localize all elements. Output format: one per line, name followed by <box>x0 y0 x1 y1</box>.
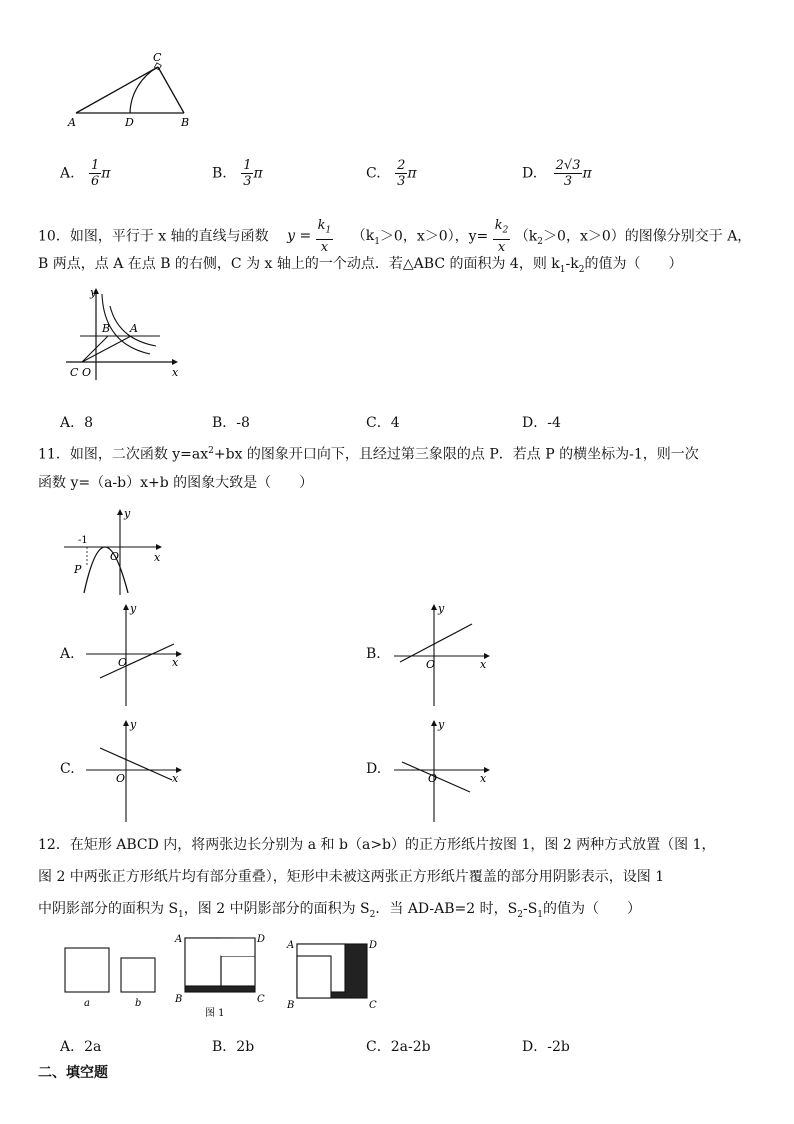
option-label: C. <box>366 165 381 182</box>
svg-text:y: y <box>130 602 137 615</box>
q12-line3: 中阴影部分的面积为 $S_1$，图 2 中阴影部分的面积为 $S_2$．当 AD-AB=2 时，$S_2-S_1$的值为（ ） <box>38 901 642 920</box>
svg-text:x: x <box>172 772 179 785</box>
q9-label-C: C <box>153 51 162 64</box>
q10-option-b[interactable]: B．-8 <box>212 415 250 431</box>
svg-text:O: O <box>426 658 436 671</box>
q10-label-x: x <box>172 366 179 379</box>
q11-option-a[interactable]: A. <box>60 646 75 662</box>
svg-text:b: b <box>135 998 142 1009</box>
q10-label-B: B <box>102 322 111 335</box>
svg-text:a: a <box>84 998 90 1009</box>
q12-line1: 12．在矩形 ABCD 内，将两张边长分别为 a 和 b（a>b）的正方形纸片按图 1，图 2 两种方式放置（图 1， <box>38 837 716 853</box>
q10-option-a[interactable]: A．8 <box>60 415 94 431</box>
q10-label-A: A <box>130 322 138 335</box>
svg-text:C: C <box>257 994 265 1005</box>
fraction: $\frac{2√3}{3}$ <box>555 158 581 189</box>
q12-option-c[interactable]: C．2a-2b <box>366 1039 431 1055</box>
svg-text:y: y <box>130 718 137 731</box>
q11-option-c-graph[interactable] <box>84 716 194 826</box>
svg-text:x: x <box>480 658 487 671</box>
q11-option-d-graph[interactable] <box>392 716 502 826</box>
fraction: $\frac{1}{6}$ <box>91 158 100 189</box>
q9-option-c[interactable]: C. $\frac{2}{3}$ π <box>366 158 417 189</box>
q10-hyperbola-figure <box>60 284 185 384</box>
q11-option-b[interactable]: B. <box>366 646 381 662</box>
fraction: $\frac{2}{3}$ <box>397 158 406 189</box>
q11-option-c[interactable]: C. <box>60 761 75 777</box>
q10-line2: B 两点，点 A 在点 B 的右侧，C 为 x 轴上的一个动点．若△ABC 的面积为 4，则 $k_1-k_2$的值为（ ） <box>38 256 683 275</box>
svg-text:图 1: 图 1 <box>205 1008 225 1019</box>
q10-label-y: y <box>90 286 97 299</box>
svg-text:D: D <box>369 940 378 951</box>
q9-option-b[interactable]: B. $\frac{1}{3}$ π <box>212 158 263 189</box>
q10-option-c[interactable]: C．4 <box>366 415 400 431</box>
q9-option-a[interactable]: A. $\frac{1}{6}$ π <box>60 158 111 189</box>
q10-line1: 10．如图，平行于 x 轴的直线与函数 y = $\frac{k_1}{x}$ （$k_1>0$，x＞0），y= $\frac{k_2}{x}$ （$k_2>0$，x＞0）的图像分别交于 A， <box>38 218 752 255</box>
svg-text:O: O <box>428 772 438 785</box>
svg-text:x: x <box>172 656 179 669</box>
q9-label-B: B <box>181 116 190 129</box>
q11-label-P: P <box>74 563 82 576</box>
q12-squares-figure <box>55 928 395 1024</box>
svg-text:y: y <box>438 718 445 731</box>
svg-text:A: A <box>287 940 295 951</box>
q11-option-a-graph[interactable] <box>84 600 194 710</box>
svg-text:D: D <box>257 934 266 945</box>
q12-line2: 图 2 中两张正方形纸片均有部分重叠），矩形中未被这两张正方形纸片覆盖的部分用阴影表示，设图 1 <box>38 869 665 885</box>
svg-text:C: C <box>369 1000 377 1011</box>
q11-label-neg1: -1 <box>78 535 88 546</box>
fraction: $\frac{1}{3}$ <box>243 158 252 189</box>
svg-text:B: B <box>175 994 183 1005</box>
q9-option-d[interactable]: D. $\frac{2√3}{3}$ π <box>522 158 592 189</box>
svg-text:B: B <box>287 1000 295 1011</box>
q11-option-d[interactable]: D. <box>366 761 382 777</box>
q10-option-d[interactable]: D．-4 <box>522 415 561 431</box>
q11-option-b-graph[interactable] <box>392 600 502 710</box>
q9-triangle-figure <box>60 45 200 130</box>
svg-text:A: A <box>175 934 183 945</box>
q11-line2: 函数 y=（a-b）x+b 的图象大致是（ ） <box>38 475 314 491</box>
q11-label-O: O <box>110 550 120 563</box>
q9-label-A: A <box>68 116 76 129</box>
option-label: D. <box>522 165 538 182</box>
option-label: B. <box>212 165 227 182</box>
q12-option-b[interactable]: B．2b <box>212 1039 255 1055</box>
q11-parabola-figure <box>62 505 172 600</box>
svg-text:O: O <box>116 772 126 785</box>
section-heading: 二、填空题 <box>38 1065 108 1081</box>
q11-label-y: y <box>124 507 131 520</box>
q12-option-d[interactable]: D．-2b <box>522 1039 570 1055</box>
svg-text:O: O <box>118 656 128 669</box>
q12-option-a[interactable]: A．2a <box>60 1039 102 1055</box>
q10-label-O: O <box>82 366 92 379</box>
q11-label-x: x <box>154 551 161 564</box>
svg-text:x: x <box>480 772 487 785</box>
q11-line1: 11．如图，二次函数 $y=ax^2+bx$ 的图象开口向下，且经过第三象限的点 P．若点 P 的横坐标为-1，则一次 <box>38 446 699 463</box>
option-label: A. <box>60 165 75 182</box>
q10-label-C: C <box>70 366 79 379</box>
q9-label-D: D <box>125 116 134 129</box>
svg-text:y: y <box>438 602 445 615</box>
